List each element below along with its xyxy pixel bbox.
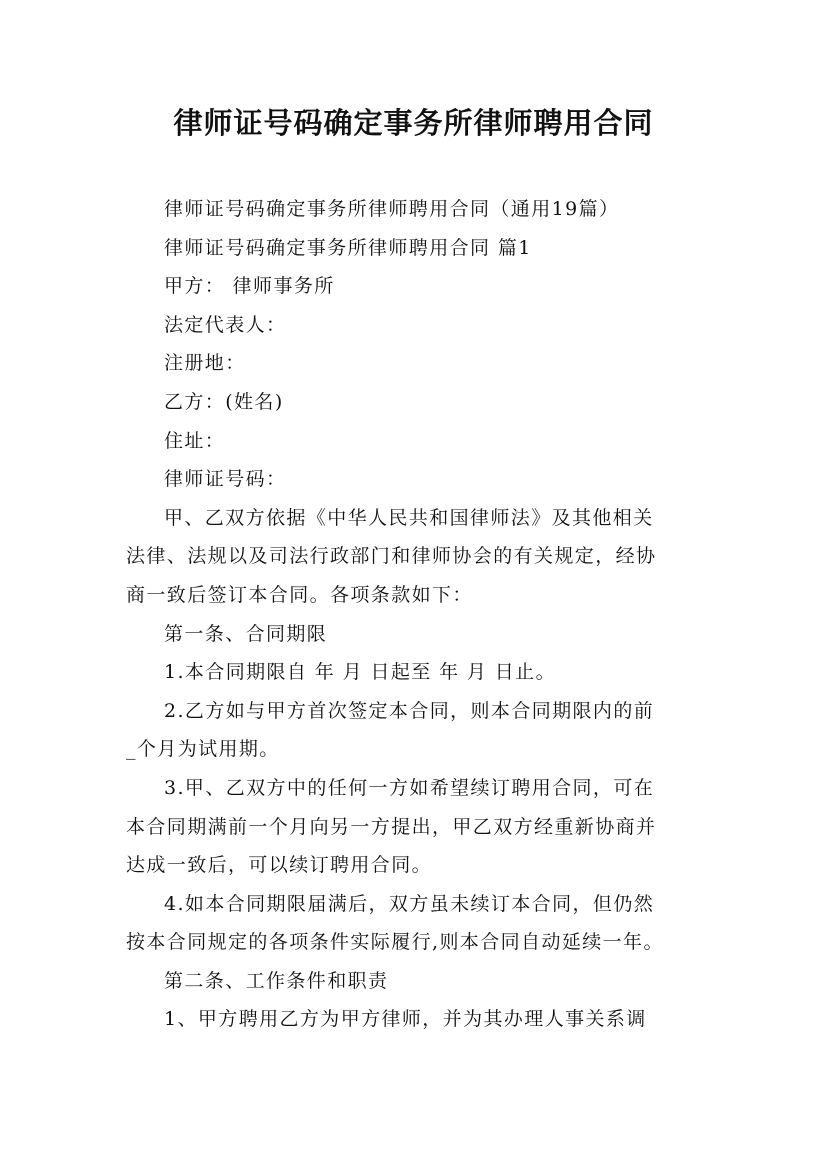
address-line: 住址： (164, 429, 226, 452)
clause-line: 3.甲、乙双方中的任何一方如希望续订聘用合同，可在 (164, 776, 655, 799)
section-heading: 律师证号码确定事务所律师聘用合同 篇1 (164, 236, 532, 259)
clause-line: 2.乙方如与甲方首次签定本合同，则本合同期限内的前 (164, 699, 655, 722)
clause-line: 4.如本合同期限届满后，双方虽未续订本合同，但仍然 (164, 892, 655, 915)
legal-representative-line: 法定代表人： (164, 313, 287, 336)
clause-line: _个月为试用期。 (126, 738, 280, 761)
document-title: 律师证号码确定事务所律师聘用合同 (173, 106, 654, 140)
clause-line: 1、甲方聘用乙方为甲方律师，并为其办理人事关系调 (164, 1008, 647, 1031)
party-b-line: 乙方：(姓名) (164, 390, 284, 413)
paragraph-line: 商一致后签订本合同。各项条款如下： (126, 583, 473, 606)
party-a-line: 甲方： 律师事务所 (164, 275, 335, 298)
clause-line: 本合同期满前一个月向另一方提出，甲乙双方经重新协商并 (126, 815, 657, 838)
paragraph-line: 甲、乙双方依据《中华人民共和国律师法》及其他相关 (164, 506, 654, 529)
clause-line: 达成一致后，可以续订聘用合同。 (126, 854, 433, 877)
registered-address-line: 注册地： (164, 352, 246, 375)
lawyer-license-line: 律师证号码： (164, 468, 287, 491)
article-heading: 第一条、合同期限 (164, 622, 328, 645)
document-body (126, 190, 704, 1039)
article-heading: 第二条、工作条件和职责 (164, 969, 389, 992)
clause-line: 1.本合同期限自 年 月 日起至 年 月 日止。 (164, 661, 556, 684)
clause-line: 按本合同规定的各项条件实际履行,则本合同自动延续一年。 (126, 931, 664, 954)
subtitle-line: 律师证号码确定事务所律师聘用合同（通用19篇） (164, 198, 620, 220)
paragraph-line: 法律、法规以及司法行政部门和律师协会的有关规定，经协 (126, 545, 657, 568)
